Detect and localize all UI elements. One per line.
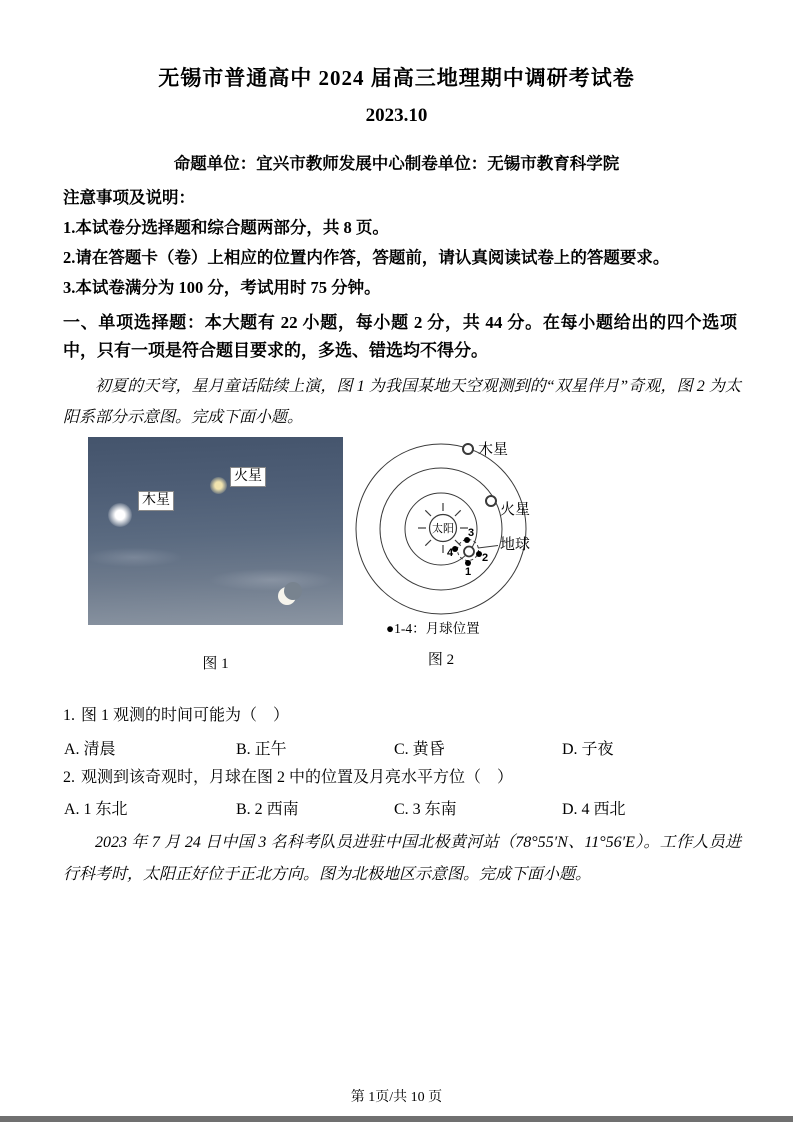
question-2-number: 2. (63, 769, 75, 786)
exam-date: 2023.10 (365, 105, 428, 126)
question-1-option-a: A. 清晨 (64, 741, 116, 758)
question-1-options (64, 736, 740, 759)
moon-cover (284, 582, 302, 600)
mars-dot (210, 477, 227, 494)
section-heading: 一、单项选择题：本大题有 22 小题，每小题 2 分，共 44 分。在每小题给出的四个选项中，只有一项是符合题目要求的，多选、错选均不得分。 (63, 313, 737, 360)
moon-position-4-label: 4 (446, 547, 454, 559)
note-item-3: 3.本试卷满分为 100 分，考试用时 75 分钟。 (63, 278, 381, 297)
earth-marker (464, 547, 474, 557)
bottom-bar (0, 1116, 793, 1122)
question-1-option-b: B. 正午 (236, 741, 287, 758)
jupiter-orbit-label: 木星 (478, 442, 509, 458)
figure2-diagram (350, 433, 640, 645)
moon-position-3-label: 3 (467, 527, 475, 539)
question-2-option-d: D. 4 西北 (562, 801, 626, 818)
note-item-1: 1.本试卷分选择题和综合题两部分，共 8 页。 (63, 218, 389, 237)
sun-label: 太阳 (432, 523, 454, 535)
figure1-caption: 图 1 (202, 656, 229, 672)
crescent-moon-icon (276, 583, 302, 609)
question-2 (63, 764, 741, 787)
moon-position-1-label: 1 (464, 566, 472, 578)
passage-2: 2023 年 7 月 24 日中国 3 名科考队员进驻中国北极黄河站（78°55′N、11°56′E）。工作人员进行科考时，太阳正好位于正北方向。图为北极地区示意图。完成下面小题。 (63, 834, 741, 883)
note-item-2: 2.请在答题卡（卷）上相应的位置内作答，答题前，请认真阅读试卷上的答题要求。 (63, 248, 670, 267)
question-1-number: 1. (63, 707, 75, 724)
question-1-option-d: D. 子夜 (562, 741, 614, 758)
question-2-options (64, 796, 740, 819)
issuer-line: 命题单位：宜兴市教师发展中心制卷单位：无锡市教育科学院 (173, 154, 620, 173)
notes-heading: 注意事项及说明： (63, 188, 195, 207)
mars-label: 火星 (230, 467, 266, 487)
question-2-option-c: C. 3 东南 (394, 801, 457, 818)
figure1-photo (88, 437, 343, 625)
passage-1: 初夏的天穹，星月童话陆续上演，图 1 为我国某地天空观测到的“双星伴月”奇观，图 2 为太阳系部分示意图。完成下面小题。 (63, 378, 741, 426)
jupiter-marker (463, 444, 473, 454)
question-2-text: 观测到该奇观时，月球在图 2 中的位置及月亮水平方位（ ） (81, 769, 514, 786)
question-2-option-a: A. 1 东北 (64, 801, 128, 818)
moon-position-2-label: 2 (481, 552, 489, 564)
jupiter-label: 木星 (138, 491, 174, 511)
mars-orbit-label: 火星 (500, 502, 531, 518)
question-1-option-c: C. 黄昏 (394, 741, 445, 758)
question-1 (63, 702, 741, 725)
question-2-option-b: B. 2 西南 (236, 801, 299, 818)
mars-marker (486, 496, 496, 506)
page-title: 无锡市普通高中 2024 届高三地理期中调研考试卷 (158, 66, 635, 90)
earth-leader-line (478, 546, 498, 549)
earth-label: 地球 (500, 537, 531, 553)
figure2-caption: 图 2 (427, 652, 455, 668)
jupiter-dot (108, 503, 132, 527)
figure2-legend: ●1-4：月球位置 (386, 621, 480, 636)
page-number: 第 1页/共 10 页 (350, 1090, 443, 1105)
question-1-text: 图 1 观测的时间可能为（ ） (81, 707, 290, 724)
